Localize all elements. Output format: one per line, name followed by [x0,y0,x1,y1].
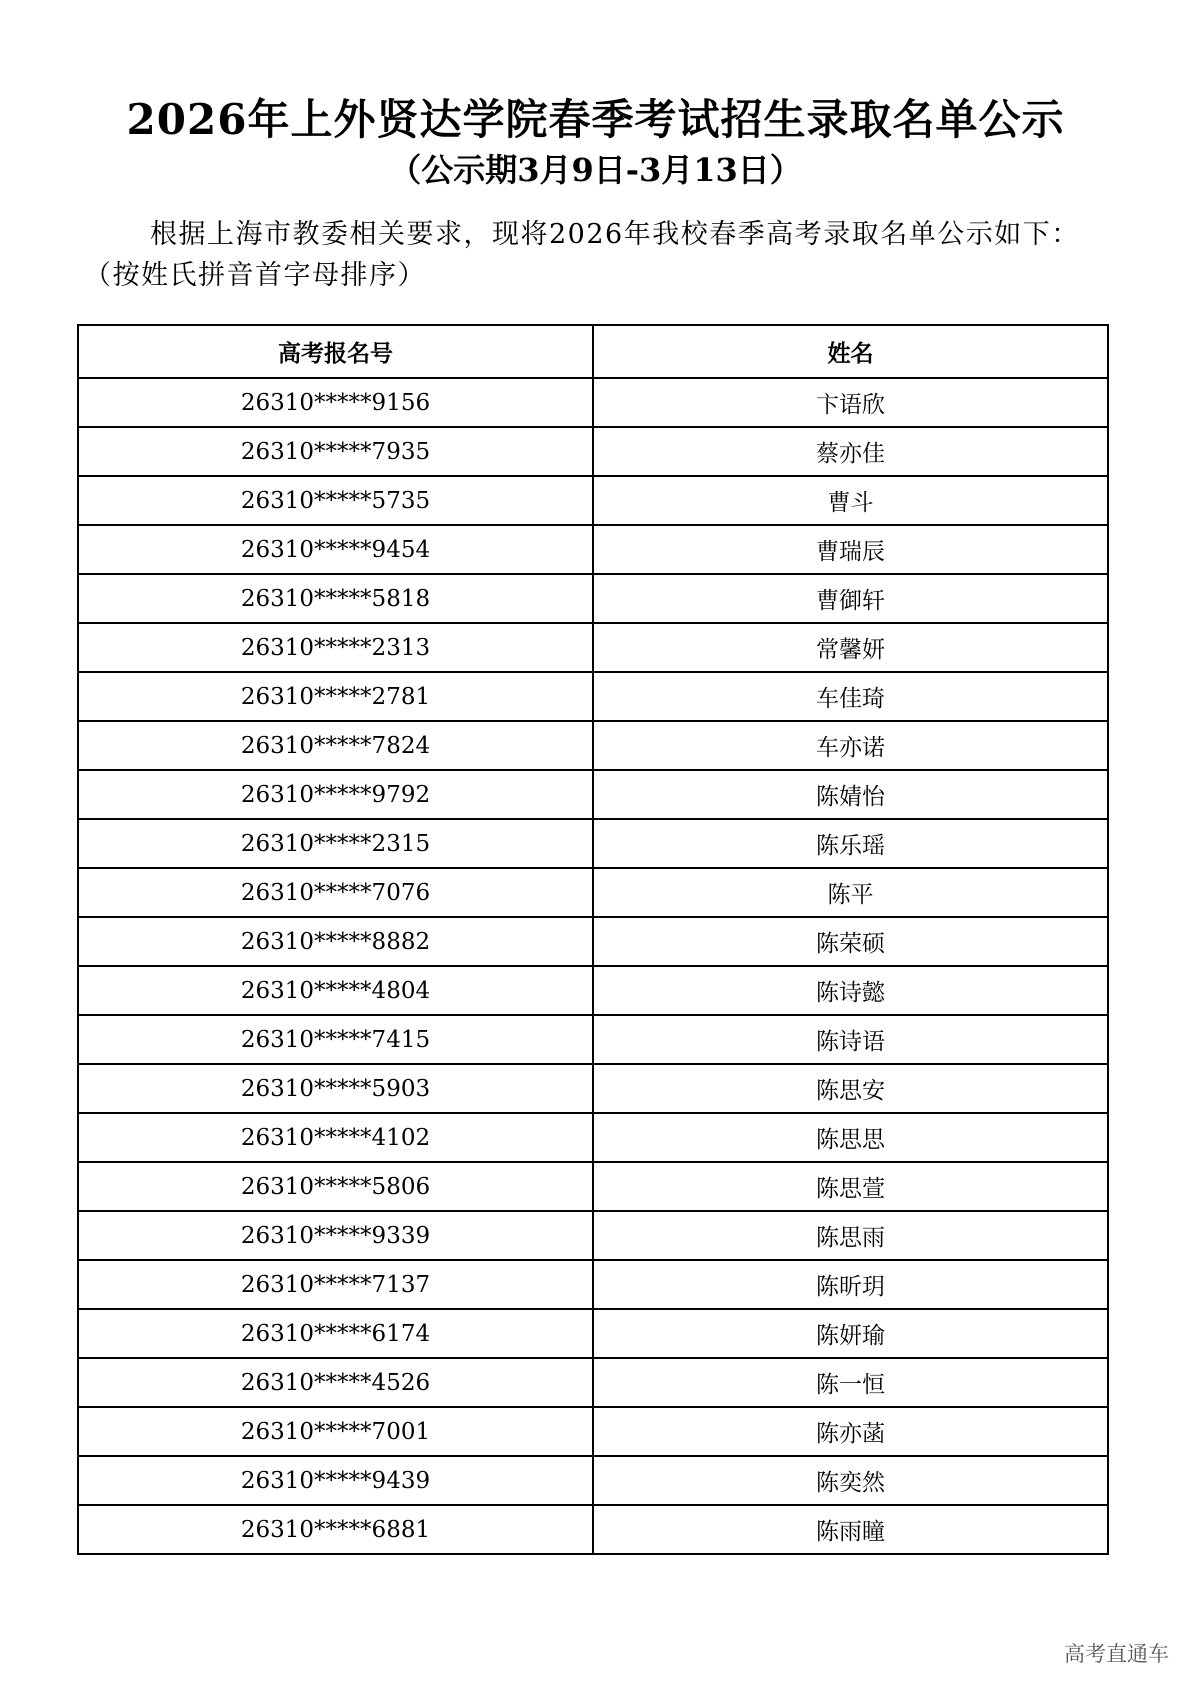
student-name-cell: 车佳琦 [593,672,1108,721]
student-name-cell: 陈雨瞳 [593,1505,1108,1554]
student-name-cell: 车亦诺 [593,721,1108,770]
student-name-cell: 陈昕玥 [593,1260,1108,1309]
student-name-cell: 常馨妍 [593,623,1108,672]
document-title: 2026年上外贤达学院春季考试招生录取名单公示 [126,95,1065,144]
exam-id-cell: 26310*****7076 [78,868,593,917]
table-row [78,721,1108,770]
table-row [78,1260,1108,1309]
table-row [78,1211,1108,1260]
exam-id-cell: 26310*****7824 [78,721,593,770]
student-name-cell: 卞语欣 [593,378,1108,427]
table-row [78,770,1108,819]
table-row [78,1162,1108,1211]
table-row [78,476,1108,525]
table-row [78,427,1108,476]
table-row [78,1505,1108,1554]
table-row [78,819,1108,868]
table-row [78,1064,1108,1113]
student-name-cell: 陈思萱 [593,1162,1108,1211]
exam-id-cell: 26310*****9339 [78,1211,593,1260]
student-name-cell: 陈婧怡 [593,770,1108,819]
exam-id-cell: 26310*****5818 [78,574,593,623]
exam-id-cell: 26310*****5903 [78,1064,593,1113]
exam-id-cell: 26310*****7415 [78,1015,593,1064]
exam-id-cell: 26310*****2781 [78,672,593,721]
student-name-cell: 陈妍瑜 [593,1309,1108,1358]
student-name-cell: 陈一恒 [593,1358,1108,1407]
table-row [78,1113,1108,1162]
exam-id-cell: 26310*****9792 [78,770,593,819]
table-body [78,378,1108,1554]
table-row [78,378,1108,427]
exam-id-cell: 26310*****7137 [78,1260,593,1309]
student-name-cell: 陈诗语 [593,1015,1108,1064]
document-subtitle: （公示期3月9日-3月13日） [389,151,802,189]
table-row [78,1456,1108,1505]
student-name-cell: 曹瑞辰 [593,525,1108,574]
student-name-cell: 陈思思 [593,1113,1108,1162]
student-name-cell: 陈思安 [593,1064,1108,1113]
exam-id-cell: 26310*****6881 [78,1505,593,1554]
student-name-cell: 陈诗懿 [593,966,1108,1015]
admission-list-table [77,324,1109,1555]
exam-id-cell: 26310*****9156 [78,378,593,427]
table-row [78,574,1108,623]
student-name-cell: 陈平 [593,868,1108,917]
exam-id-cell: 26310*****4804 [78,966,593,1015]
student-name-cell: 蔡亦佳 [593,427,1108,476]
table-row [78,868,1108,917]
exam-id-cell: 26310*****2315 [78,819,593,868]
exam-id-cell: 26310*****5735 [78,476,593,525]
student-name-cell: 陈亦菡 [593,1407,1108,1456]
exam-id-cell: 26310*****8882 [78,917,593,966]
student-name-cell: 曹御轩 [593,574,1108,623]
student-name-cell: 陈荣硕 [593,917,1108,966]
exam-id-cell: 26310*****9454 [78,525,593,574]
table-header-row [78,325,1108,378]
student-name-cell: 曹斗 [593,476,1108,525]
table-row [78,966,1108,1015]
table-row [78,1015,1108,1064]
table-row [78,623,1108,672]
table-row [78,525,1108,574]
student-name-cell: 陈乐瑶 [593,819,1108,868]
exam-id-cell: 26310*****4102 [78,1113,593,1162]
watermark-text: 高考直通车 [1064,1642,1169,1666]
table-row [78,917,1108,966]
exam-id-cell: 26310*****6174 [78,1309,593,1358]
header-exam-id: 高考报名号 [78,325,593,378]
exam-id-cell: 26310*****2313 [78,623,593,672]
exam-id-cell: 26310*****5806 [78,1162,593,1211]
student-name-cell: 陈奕然 [593,1456,1108,1505]
table-row [78,1309,1108,1358]
exam-id-cell: 26310*****9439 [78,1456,593,1505]
header-name: 姓名 [593,325,1108,378]
table-row [78,1358,1108,1407]
table-row [78,1407,1108,1456]
exam-id-cell: 26310*****7935 [78,427,593,476]
intro-paragraph: 根据上海市教委相关要求，现将2026年我校春季高考录取名单公示如下：（按姓氏拼音首字母排序） [84,219,1080,291]
table-row [78,672,1108,721]
student-name-cell: 陈思雨 [593,1211,1108,1260]
exam-id-cell: 26310*****7001 [78,1407,593,1456]
exam-id-cell: 26310*****4526 [78,1358,593,1407]
